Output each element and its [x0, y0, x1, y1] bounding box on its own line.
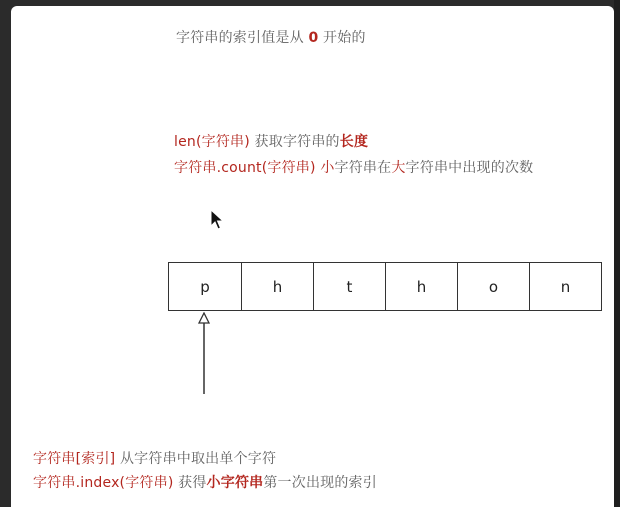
- title-suffix: 开始的: [318, 30, 366, 46]
- mouse-pointer-icon: [210, 209, 224, 235]
- char-cell: h: [385, 263, 457, 310]
- index-code: 字符串[索引]: [33, 451, 116, 467]
- count-desc-c: 字符串中出现的次数: [405, 160, 534, 176]
- count-highlight-small: 小: [320, 160, 335, 176]
- len-desc: 获取字符串的: [249, 134, 340, 150]
- char-cell: t: [313, 263, 385, 310]
- find-code: 字符串.index(字符串): [33, 475, 174, 491]
- count-line: [174, 159, 533, 177]
- find-highlight: 小字符串: [206, 475, 264, 491]
- title-prefix: 字符串的索引值是从: [176, 30, 309, 46]
- find-desc-b: 第一次出现的索引: [263, 475, 377, 491]
- char-cells: [168, 262, 602, 311]
- window-frame-edge: [614, 0, 620, 507]
- slide-canvas: [11, 6, 614, 507]
- find-line: [33, 474, 377, 492]
- len-line: [174, 133, 368, 151]
- index-desc: 从字符串中取出单个字符: [115, 451, 277, 467]
- count-desc-b: 字符串在: [334, 160, 392, 176]
- title-zero: 0: [308, 30, 319, 46]
- len-highlight: 长度: [339, 134, 369, 150]
- char-cell: h: [241, 263, 313, 310]
- char-cell: o: [457, 263, 529, 310]
- slide-title: [176, 29, 366, 47]
- count-code: 字符串.count(字符串): [174, 160, 316, 176]
- count-highlight-big: 大: [391, 160, 406, 176]
- index-line: [33, 450, 276, 468]
- char-cell: p: [200, 277, 210, 296]
- find-desc-a: 获得: [173, 475, 207, 491]
- up-arrow-icon: [196, 312, 212, 400]
- char-cell: n: [529, 263, 601, 310]
- len-code: len(字符串): [174, 134, 250, 150]
